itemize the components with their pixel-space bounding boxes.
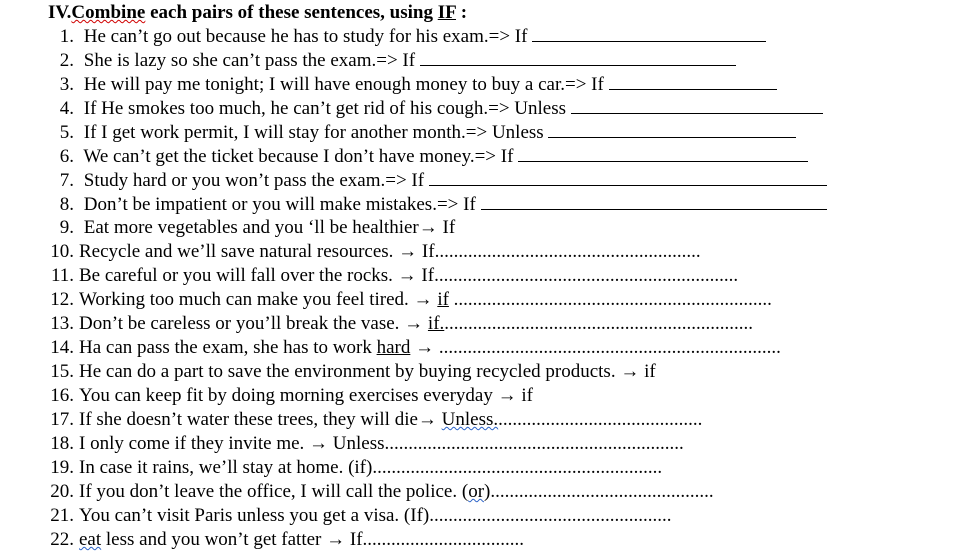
- item-text: Recycle and we’ll save natural resources. → If: [79, 241, 435, 262]
- exercise-item: [50, 73, 777, 95]
- item-text: Ha can pass the exam, she has to work: [79, 337, 377, 358]
- item-number: 10.: [50, 241, 74, 262]
- exercise-item: [48, 457, 662, 479]
- item-text: Don’t be careless or you’ll break the vase. →: [79, 313, 428, 334]
- item-underlined-word: if.: [427, 313, 445, 334]
- heading-word-combine: Combine: [71, 2, 146, 23]
- exercise-item: [50, 49, 736, 71]
- item-text: Eat more vegetables and you ‘ll be healthier→ If: [83, 217, 456, 238]
- item-text: In case it rains, we’ll stay at home. (if): [79, 457, 373, 478]
- answer-blank[interactable]: [609, 73, 777, 90]
- item-text: If she doesn’t water these trees, they will die→: [79, 409, 442, 430]
- item-text: She is lazy so she can’t pass the exam.=> If: [83, 50, 416, 71]
- answer-dots[interactable]: .................................................................: [444, 313, 754, 334]
- answer-blank[interactable]: [548, 121, 796, 138]
- item-text: He can’t go out because he has to study for his exam.=> If: [83, 26, 528, 47]
- item-number: 14.: [50, 337, 74, 358]
- heading-prefix: IV.: [48, 2, 72, 23]
- item-text: He can do a part to save the environment by buying recycled products. → if: [79, 361, 656, 382]
- item-number: 6.: [59, 146, 74, 167]
- item-text: Don’t be impatient or you will make mistakes.=> If: [83, 194, 476, 215]
- item-number: 20.: [50, 481, 74, 502]
- exercise-item: [48, 337, 781, 359]
- item-number: 9.: [59, 217, 74, 238]
- item-text: We can’t get the ticket because I don’t have money.=> If: [83, 146, 514, 167]
- item-number: 15.: [50, 361, 74, 382]
- item-underlined-word: hard: [376, 337, 411, 358]
- exercise-item: [48, 241, 701, 263]
- exercise-item: [48, 481, 714, 503]
- item-text: He will pay me tonight; I will have enough money to buy a car.=> If: [83, 74, 604, 95]
- item-text-tail: →: [410, 337, 435, 358]
- item-underlined-word: Unless.: [441, 409, 499, 430]
- item-text: If I get work permit, I will stay for another month.=> Unless: [83, 122, 544, 143]
- exercise-item: [48, 409, 702, 431]
- item-text: You can keep fit by doing morning exercises everyday → if: [79, 385, 533, 406]
- item-number: 1.: [59, 26, 74, 47]
- heading-middle: each pairs of these sentences, using: [145, 2, 438, 23]
- exercise-item: [48, 265, 738, 287]
- item-number: 11.: [50, 265, 74, 286]
- item-text: Working too much can make you feel tired. →: [79, 289, 438, 310]
- item-underlined-word: or: [468, 481, 485, 502]
- answer-dots[interactable]: ..............................................................: [389, 433, 684, 454]
- item-number: 21.: [50, 505, 74, 526]
- item-number: 16.: [50, 385, 74, 406]
- answer-blank[interactable]: [420, 49, 736, 66]
- item-underlined-word: eat: [79, 529, 102, 550]
- item-text: less and you won’t get fatter → If.: [101, 529, 368, 550]
- item-number: 17.: [50, 409, 74, 430]
- item-number: 22.: [50, 529, 74, 550]
- item-text: You can’t visit Paris unless you get a visa. (If): [79, 505, 430, 526]
- exercise-item: [48, 505, 672, 527]
- item-number: 12.: [50, 289, 74, 310]
- item-number: 19.: [50, 457, 74, 478]
- answer-blank[interactable]: [571, 97, 823, 114]
- exercise-item: [50, 193, 827, 215]
- item-text: Study hard or you won’t pass the exam.=> If: [83, 170, 425, 191]
- answer-blank[interactable]: [518, 145, 808, 162]
- item-number: 18.: [50, 433, 74, 454]
- answer-blank[interactable]: [429, 169, 827, 186]
- item-text: I only come if they invite me. → Unless.: [79, 433, 390, 454]
- item-text: Be careful or you will fall over the rocks. → If.: [79, 265, 439, 286]
- exercise-item: [48, 289, 772, 311]
- answer-dots[interactable]: ...............................................................: [438, 265, 739, 286]
- exercise-item: [50, 97, 823, 119]
- exercise-item: [48, 529, 524, 551]
- heading-suffix: :: [456, 2, 468, 23]
- item-text-tail: ): [484, 481, 491, 502]
- exercise-item: [50, 121, 796, 143]
- item-number: 13.: [50, 313, 74, 334]
- item-number: 3.: [59, 74, 74, 95]
- answer-dots[interactable]: .................................: [367, 529, 525, 550]
- exercise-heading: [48, 2, 467, 24]
- exercise-item: [50, 25, 766, 47]
- answer-dots[interactable]: ........................................................: [434, 241, 701, 262]
- answer-dots[interactable]: ...........................................: [498, 409, 703, 430]
- answer-dots[interactable]: .............................................................: [372, 457, 663, 478]
- exercise-item: [50, 169, 827, 191]
- item-text: If He smokes too much, he can’t get rid of his cough.=> Unless: [83, 98, 567, 119]
- item-number: 2.: [59, 50, 74, 71]
- item-number: 4.: [59, 98, 74, 119]
- answer-dots[interactable]: ........................................................................: [434, 337, 781, 358]
- exercise-item: [48, 313, 753, 335]
- answer-dots[interactable]: ...................................................................: [448, 289, 772, 310]
- item-number: 7.: [59, 170, 74, 191]
- item-text: If you don’t leave the office, I will call the police. (: [79, 481, 469, 502]
- item-number: 8.: [59, 194, 74, 215]
- exercise-item: [48, 433, 684, 455]
- answer-dots[interactable]: ...................................................: [429, 505, 672, 526]
- answer-blank[interactable]: [481, 193, 827, 210]
- heading-keyword: IF: [437, 2, 457, 23]
- exercise-item: [48, 385, 533, 407]
- exercise-item: [50, 145, 808, 167]
- exercise-item: [50, 217, 455, 239]
- item-underlined-word: if: [437, 289, 449, 310]
- exercise-item: [48, 361, 656, 383]
- answer-blank[interactable]: [532, 25, 766, 42]
- item-number: 5.: [59, 122, 74, 143]
- answer-dots[interactable]: ...............................................: [490, 481, 714, 502]
